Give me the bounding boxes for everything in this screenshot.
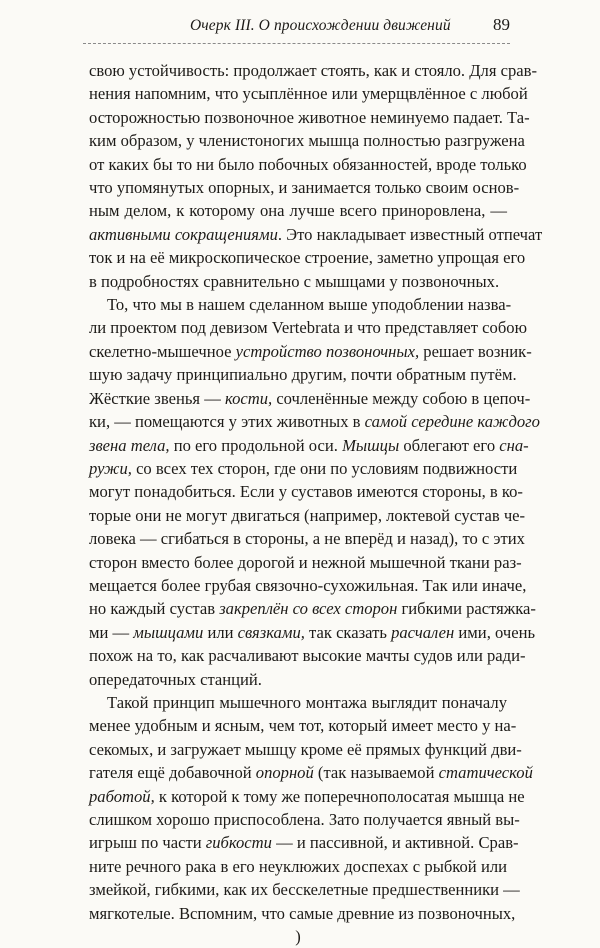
text-line: менее удобным и ясным, чем тот, который имеет место у на-: [89, 716, 517, 736]
text-line: мягкотелые. Вспомним, что самые древние из позвоночных,: [89, 903, 516, 923]
paragraph-end-line: опередаточных станций.: [89, 669, 262, 689]
text-line: ток и на её микроскопическое строение, заметно упрощая его: [89, 248, 526, 268]
text-line: ным делом, к которому она лучше всего приноровлена, —: [89, 201, 507, 221]
text-line: похож на то, как расчаливают высокие мачты судов или ради-: [89, 646, 526, 666]
text-line: от каких бы то ни было побочных обязанностей, вроде только: [89, 154, 527, 174]
text-line: осторожностью позвоночное животное неминуемо падает. Та-: [89, 107, 530, 127]
text-line: змейкой, гибкими, как их бесскелетные предшественники —: [89, 880, 520, 900]
paragraph-start-line: То, что мы в нашем сделанном выше уподоблении назва-: [107, 295, 512, 315]
page-number: 89: [493, 15, 510, 34]
running-head: [83, 15, 510, 44]
emphasis: мышцами: [133, 622, 204, 642]
text-line: секомых, и загружает мышцу кроме её прямых функций дви-: [89, 739, 522, 759]
emphasis: активными сокращениями: [89, 224, 278, 244]
emphasis: гибкости: [205, 833, 272, 853]
emphasis: Мышцы: [342, 435, 400, 455]
emphasis: закреплён со всех сторон: [219, 599, 398, 619]
text-line: могут понадобиться. Если у суставов имеются стороны, в ко-: [89, 482, 523, 502]
text-line: сторон вместо более дорогой и нежной мышечной ткани раз-: [89, 552, 522, 572]
text-line: слишком хорошо приспособлена. Зато получается явный вы-: [89, 810, 520, 829]
text-line: ловека — сгибаться в стороны, а не вперёд и назад), то с этих: [89, 529, 525, 549]
text-line: ким образом, у членистоногих мышца полностью разгружена: [89, 131, 525, 151]
text-line: звена тела, по его продольной оси. Мышцы облегают его сна-: [89, 435, 529, 455]
text-line: нения напомним, что усыплённое или умерщвлённое с любой: [89, 84, 528, 104]
text-line: шую задачу принципиально другим, почти обратным путём.: [89, 365, 517, 385]
text-line: активными сокращениями. Это накладывает известный отпечат: [89, 224, 543, 244]
text-line: ми — мышцами или связками, так сказать расчален ими, очень: [89, 622, 536, 642]
emphasis: связками,: [237, 622, 305, 642]
text-line: мещается более грубая связочно-сухожильная. Так или иначе,: [89, 575, 527, 595]
text-line: работой, к которой к тому же поперечнополосатая мышца не: [89, 786, 525, 806]
text-line: скелетно-мышечное устройство позвоночных, решает возник-: [89, 341, 532, 361]
text-line: ните речного рака в его неуклюжих доспехах с рыбкой или: [89, 856, 507, 876]
emphasis: устройство позвоночных,: [235, 341, 420, 361]
emphasis: ружи,: [89, 458, 132, 478]
text-line: ки, — помещаются у этих животных в самой середине каждого: [89, 412, 540, 432]
emphasis: кости,: [224, 388, 273, 408]
emphasis: расчален: [391, 622, 455, 642]
emphasis: звена тела,: [89, 435, 170, 455]
emphasis: опорной: [255, 763, 314, 783]
text-line: что упомянутых опорных, и занимается только своим основ-: [89, 178, 520, 198]
running-head-title: Очерк III. О происхождении движений: [190, 17, 451, 34]
text-line: гателя ещё добавочной опорной (так называемой статической: [89, 763, 533, 783]
text-line: ): [295, 927, 301, 947]
text-line: ли проектом под девизом Vertebrata и что представляет собою: [89, 318, 527, 338]
emphasis: статической: [438, 763, 533, 783]
text-line: игрыш по части гибкости — и пассивной, и активной. Срав-: [89, 833, 519, 853]
emphasis: сна-: [499, 435, 529, 455]
body-text: [89, 59, 543, 948]
emphasis: самой середине каждого: [364, 412, 540, 432]
text-line: Жёсткие звенья — кости, сочленённые между собою в цепоч-: [89, 388, 531, 408]
text-line: торые они не могут двигаться (например, локтевой сустав че-: [89, 505, 526, 525]
paragraph-end-line: в подробностях сравнительно с мышцами у позвоночных.: [89, 271, 500, 291]
paragraph-start-line: Такой принцип мышечного монтажа выглядит поначалу: [107, 692, 507, 712]
text-line: свою устойчивость: продолжает стоять, как и стояло. Для срав-: [89, 61, 537, 80]
text-line: ружи, со всех тех сторон, где они по условиям подвижности: [89, 458, 518, 478]
text-line: но каждый сустав закреплён со всех сторон гибкими растяжка-: [89, 599, 536, 619]
emphasis: работой,: [89, 786, 155, 806]
